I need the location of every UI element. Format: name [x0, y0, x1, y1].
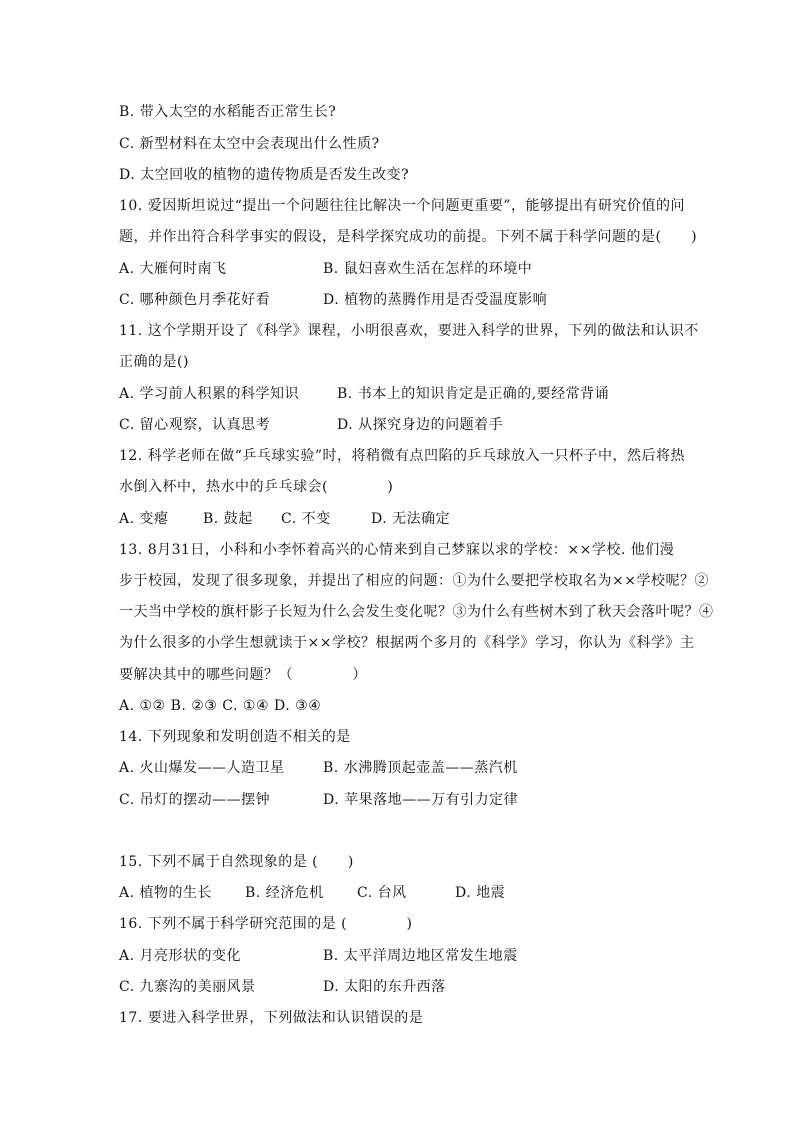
q13-stem-line4: 为什么很多的小学生想就读于××学校？根据两个多月的《科学》学习，你认为《科学》主 — [119, 635, 695, 651]
q16-option-d: D. 太阳的东升西落 — [323, 979, 446, 995]
q16-option-a: A. 月亮形状的变化 — [119, 948, 242, 964]
q14-option-d: D. 苹果落地——万有引力定律 — [323, 792, 519, 808]
q9-option-b: B. 带入太空的水稻能否正常生长? — [119, 104, 337, 120]
q13-stem-line3: 一天当中学校的旗杆影子长短为什么会发生变化呢？③为什么有些树木到了秋天会落叶呢？④ — [119, 604, 714, 620]
q10-stem-line2: 题，并作出符合科学事实的假设，是科学探究成功的前提。下列不属于科学问题的是( ) — [119, 229, 698, 245]
q10-option-b: B. 鼠妇喜欢生活在怎样的环境中 — [323, 261, 533, 277]
q14-option-b: B. 水沸腾顶起壶盖——蒸汽机 — [323, 760, 518, 776]
q10-option-c: C. 哪种颜色月季花好看 — [119, 292, 271, 308]
q9-option-d: D. 太空回收的植物的遗传物质是否发生改变? — [119, 167, 410, 183]
q11-option-c: C. 留心观察，认真思考 — [119, 417, 271, 433]
q9-option-c: C. 新型材料在太空中会表现出什么性质? — [119, 136, 380, 152]
q15-option-b: B. 经济危机 — [245, 885, 324, 901]
q11-stem-line2: 正确的是() — [119, 354, 189, 370]
q12-option-a: A. 变瘪 — [119, 511, 169, 527]
q10-stem-line1: 10. 爱因斯坦说过“提出一个问题往往比解决一个问题更重要”，能够提出有研究价值的问 — [119, 198, 686, 214]
q12-option-d: D. 无法确定 — [371, 511, 451, 527]
q17-stem: 17. 要进入科学世界，下列做法和认识错误的是 — [119, 1010, 424, 1026]
q10-option-d: D. 植物的蒸腾作用是否受温度影响 — [323, 292, 548, 308]
q13-stem-line5: 要解决其中的哪些问题？（ ） — [119, 667, 367, 683]
q16-stem: 16. 下列不属于科学研究范围的是 ( ) — [119, 916, 413, 932]
q11-option-d: D. 从探究身边的问题着手 — [337, 417, 504, 433]
q13-stem-line1: 13. 8月31日，小科和小李怀着高兴的心情来到自己梦寐以求的学校：××学校. 他们漫 — [119, 542, 675, 558]
q16-option-b: B. 太平洋周边地区常发生地震 — [323, 948, 518, 964]
q16-option-c: C. 九寨沟的美丽风景 — [119, 979, 256, 995]
q14-option-a: A. 火山爆发——人造卫星 — [119, 760, 285, 776]
q10-option-a: A. 大雁何时南飞 — [119, 261, 227, 277]
q14-stem: 14. 下列现象和发明创造不相关的是 — [119, 729, 351, 745]
q13-stem-line2: 步于校园，发现了很多现象，并提出了相应的问题：①为什么要把学校取名为××学校呢？② — [119, 573, 709, 589]
q15-stem: 15. 下列不属于自然现象的是 ( ) — [119, 854, 354, 870]
q12-option-b: B. 鼓起 — [203, 511, 253, 527]
q14-option-c: C. 吊灯的摆动——摆钟 — [119, 792, 271, 808]
q11-option-b: B. 书本上的知识肯定是正确的,要经常背诵 — [337, 386, 610, 402]
q15-option-a: A. 植物的生长 — [119, 885, 213, 901]
q13-options: A. ①② B. ②③ C. ①④ D. ③④ — [119, 698, 322, 714]
q15-option-d: D. 地震 — [455, 885, 506, 901]
q12-option-c: C. 不变 — [281, 511, 331, 527]
q11-option-a: A. 学习前人积累的科学知识 — [119, 386, 300, 402]
q12-stem-line2: 水倒入杯中，热水中的乒乓球会( ) — [119, 479, 394, 495]
q11-stem-line1: 11. 这个学期开设了《科学》课程，小明很喜欢，要进入科学的世界，下列的做法和认识不 — [119, 323, 699, 339]
q15-option-c: C. 台风 — [357, 885, 407, 901]
q12-stem-line1: 12. 科学老师在做“乒乓球实验”时，将稍微有点凹陷的乒乓球放入一只杯子中，然后将热 — [119, 448, 686, 464]
